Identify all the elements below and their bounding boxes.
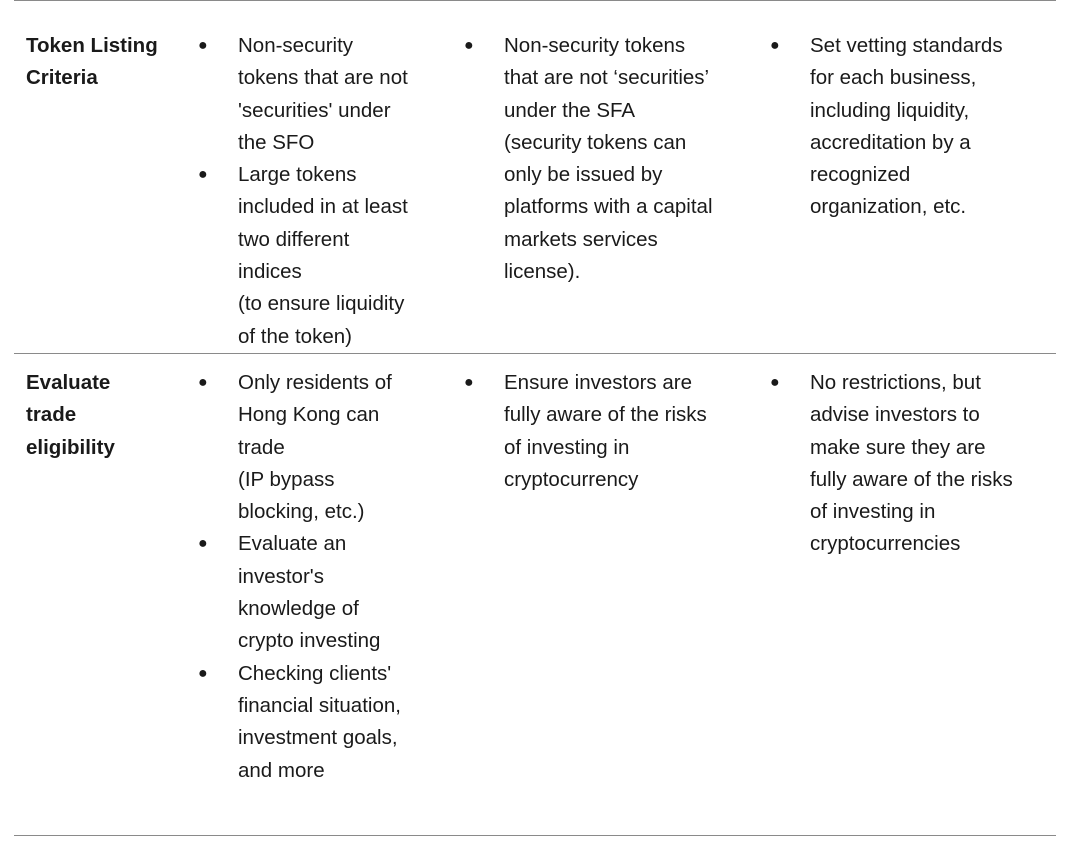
comparison-table-container [14,0,1056,836]
list-item [452,367,758,496]
bullet-list [758,1,1056,224]
row-header-text: Token Listing [26,34,158,57]
list-item [452,30,758,288]
list-item-text: crypto investing [238,629,381,653]
list-item-text: Hong Kong can [238,403,380,427]
list-item-text: organization, etc. [810,195,967,219]
table-cell [758,353,1056,835]
list-item [758,367,1056,561]
table-cell [452,353,758,835]
list-item-text: included in at least [238,195,408,219]
bullet-dot-icon: ● [198,664,208,682]
list-item-text: make sure they are [810,435,986,459]
list-item-text: of investing in [810,500,936,524]
list-item-text: two different [238,227,350,251]
list-item-text: Large tokens [238,163,357,187]
list-item [186,159,452,353]
bullet-dot-icon: ● [198,535,208,553]
table-row [14,353,1056,835]
row-header-text: Criteria [26,66,98,90]
list-item-text: platforms with a capital [504,195,713,219]
list-item-text: Non-security [238,34,354,57]
table-row [14,1,1056,354]
list-item [186,30,452,159]
list-item-text: Checking clients' [238,661,392,685]
list-item-text: (to ensure liquidity [238,292,405,316]
list-item-text: investor's [238,564,324,588]
comparison-table [14,0,1056,836]
table-cell [758,1,1056,354]
list-item-text: (IP bypass [238,467,335,491]
list-item-text: license). [504,260,581,284]
list-item [758,30,1056,224]
bullet-dot-icon: ● [198,37,208,54]
bullet-dot-icon: ● [464,37,474,54]
list-item-text: tokens that are not [238,66,408,90]
row-header [14,1,186,354]
list-item-text: Set vetting standards [810,34,1003,57]
list-item-text: (security tokens can [504,130,687,154]
row-header [14,353,186,835]
list-item-text: advise investors to [810,403,980,427]
list-item-text: cryptocurrencies [810,532,961,556]
list-item-text: financial situation, [238,693,401,717]
list-item-text: cryptocurrency [504,467,639,491]
bullet-dot-icon: ● [770,37,780,54]
list-item-text: only be issued by [504,163,663,187]
row-header-text: trade [26,403,77,427]
list-item-text: the SFO [238,130,315,154]
list-item-text: and more [238,758,325,782]
list-item-text: Non-security tokens [504,34,686,57]
bullet-list [758,354,1056,561]
list-item-text: Evaluate an [238,532,347,556]
list-item [186,528,452,657]
bullet-dot-icon: ● [770,373,780,391]
list-item [186,658,452,787]
list-item-text: that are not ‘securities’ [504,66,710,90]
list-item-text: investment goals, [238,726,398,750]
bullet-list [186,354,452,787]
list-item-text: indices [238,260,302,284]
bullet-list [452,354,758,496]
list-item-text: markets services [504,227,658,251]
table-cell [186,1,452,354]
table-cell [452,1,758,354]
list-item-text: fully aware of the risks [504,403,707,427]
list-item-text: fully aware of the risks [810,467,1013,491]
table-cell [186,353,452,835]
bullet-dot-icon: ● [198,166,208,184]
list-item-text: including liquidity, [810,98,970,122]
list-item-text: of the token) [238,324,352,348]
list-item-text: blocking, etc.) [238,500,365,524]
row-header-text: eligibility [26,435,115,459]
list-item-text: of investing in [504,435,630,459]
bullet-list [186,1,452,353]
bullet-dot-icon: ● [198,373,208,391]
list-item-text: accreditation by a [810,130,971,154]
list-item-text: No restrictions, but [810,370,981,394]
list-item-text: trade [238,435,285,459]
list-item-text: recognized [810,163,911,187]
bullet-dot-icon: ● [464,373,474,391]
list-item-text: under the SFA [504,98,636,122]
list-item-text: Only residents of [238,370,392,394]
list-item-text: 'securities' under [238,98,391,122]
row-header-text: Evaluate [26,370,111,394]
list-item-text: knowledge of [238,597,359,621]
list-item [186,367,452,528]
list-item-text: for each business, [810,66,977,90]
list-item-text: Ensure investors are [504,370,693,394]
bullet-list [452,1,758,288]
